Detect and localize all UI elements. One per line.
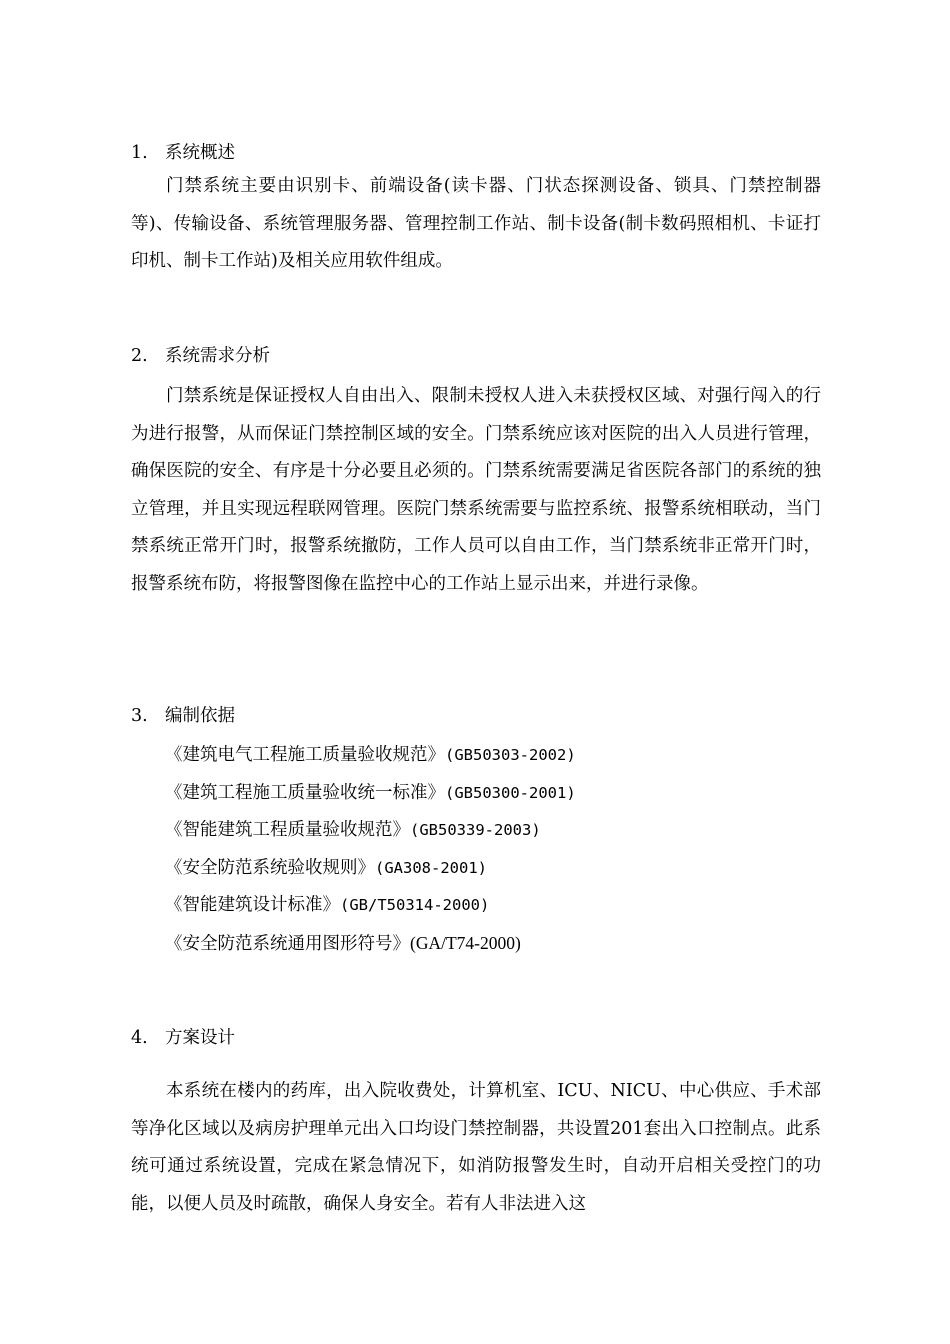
reference-code: (GB/T50314-2000) — [340, 896, 490, 914]
reference-code: (GA308-2001) — [375, 858, 487, 877]
reference-name: 《建筑工程施工质量验收统一标准》 — [165, 782, 445, 803]
section-2-paragraph: 门禁系统是保证授权人自由出入、限制未授权人进入未获授权区域、对强行闯入的行为进行报警，从而保证门禁控制区域的安全。门禁系统应该对医院的出入人员进行管理，确保医院的安全、有序是十分必要且必须的。门禁系统需要满足省医院各部门的系统的独立管理，并且实现远程联网管理。医院门禁系统需要与监控系统、报警系统相联动，当门禁系统正常开门时，报警系统撤防，工作人员可以自由工作，当门禁系统非正常开门时，报警系统布防，将报警图像在监控中心的工作站上显示出来，并进行录像。 — [131, 386, 821, 594]
reference-item — [165, 775, 576, 813]
reference-name: 《建筑电气工程施工质量验收规范》 — [165, 745, 445, 765]
section-title: 系统概述 — [165, 143, 235, 163]
section-4-heading — [131, 1024, 235, 1052]
reference-name: 《智能建筑工程质量验收规范》 — [165, 820, 410, 840]
reference-code: (GB50339-2003) — [410, 821, 541, 839]
reference-code: (GB50300-2001) — [445, 783, 576, 802]
reference-item — [165, 850, 576, 888]
section-1-paragraph: 门禁系统主要由识别卡、前端设备(读卡器、门状态探测设备、锁具、门禁控制器等)、传输设备、系统管理服务器、管理控制工作站、制卡设备(制卡数码照相机、卡证打印机、制卡工作站)及相关应用软件组成。 — [131, 176, 821, 271]
section-title: 编制依据 — [165, 706, 235, 726]
section-number: 2. — [131, 346, 148, 366]
section-3-heading — [131, 702, 235, 730]
section-title: 系统需求分析 — [165, 346, 270, 366]
section-4-paragraph: 本系统在楼内的药库，出入院收费处，计算机室、ICU、NICU、中心供应、手术部等净化区域以及病房护理单元出入口均设门禁控制器，共设置201套出入口控制点。此系统可通过系统设置，完成在紧急情况下，如消防报警发生时，自动开启相关受控门的功能，以便人员及时疏散，确保人身安全。若有人非法进入这 — [131, 1081, 821, 1214]
reference-name: 《安全防范系统通用图形符号》 — [165, 933, 410, 954]
reference-item — [165, 887, 576, 925]
reference-code: (GA/T74-2000) — [410, 932, 521, 953]
section-number: 4. — [131, 1028, 148, 1048]
section-2-heading — [131, 342, 270, 370]
reference-item — [165, 812, 576, 850]
reference-item — [165, 925, 576, 963]
section-1-heading — [131, 139, 235, 167]
reference-name: 《智能建筑设计标准》 — [165, 895, 340, 915]
reference-list — [165, 737, 576, 962]
section-title: 方案设计 — [165, 1028, 235, 1048]
reference-item — [165, 737, 576, 775]
reference-code: (GB50303-2002) — [445, 746, 576, 764]
section-number: 1. — [131, 143, 148, 163]
reference-name: 《安全防范系统验收规则》 — [165, 857, 375, 878]
section-number: 3. — [131, 706, 148, 726]
